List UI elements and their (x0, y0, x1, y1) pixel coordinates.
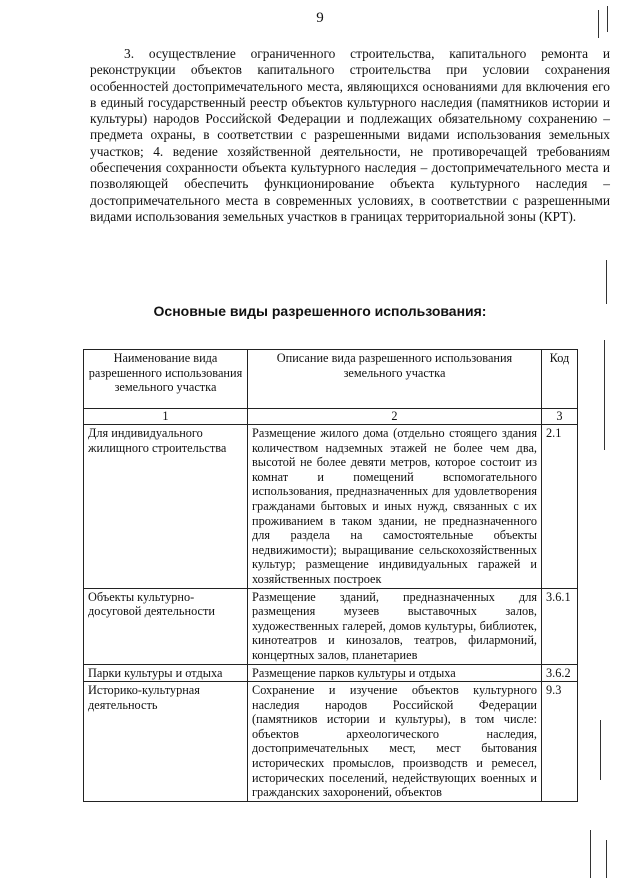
row-description: Размещение жилого дома (отдельно стоящего здания количеством надземных этажей не более чем два, высотой не более девяти метров, которое состоит из комнат и помещений вспомогательного использования, предназначенных для удовлетворения гражданами бытовых и иных нужд, связанных с их проживанием в таком здании, не предназначенного для раздела на самостоятельные объекты недвижимости); выращивание сельскохозяйственных культур; размещение индивидуальных гаражей и хозяйственных построек (248, 425, 542, 589)
row-code: 9.3 (542, 682, 578, 802)
table-row (84, 588, 578, 664)
scan-artifact (606, 260, 607, 304)
land-use-table (83, 349, 578, 802)
scan-artifact (606, 840, 607, 878)
column-number: 1 (84, 409, 248, 425)
table-row (84, 664, 578, 682)
column-number-row (84, 409, 578, 425)
scan-artifact (604, 340, 605, 450)
header-code: Код (542, 350, 578, 409)
table-header-row (84, 350, 578, 409)
intro-paragraph: 3. осуществление ограниченного строительства, капитального ремонта и реконструкции объектов капитального строительства при условии сохранения особенностей достопримечательного места, являющихся основаниями для включения его в единый государственный реестр объектов культурного наследия (памятников истории и культуры) народов Российской Федерации и подлежащих обязательному сохранению – предмета охраны, в соответствии с разрешенными видами использования земельных участков; 4. ведение хозяйственной деятельности, не противоречащей требованиям обеспечения сохранности объекта культурного наследия – достопримечательного места и позволяющей обеспечить функционирование объекта культурного наследия – достопримечательного места в современных условиях, в соответствии с разрешенными видами использования земельных участков в границах территориальной зоны (КРТ). (90, 46, 610, 224)
row-description: Сохранение и изучение объектов культурного наследия народов Российской Федерации (памятников истории и культуры), в том числе: объектов археологического наследия, достопримечательных мест, мест бытования исторических промыслов, производств и ремесел, исторических поселений, недействующих военных и гражданских захоронений, объектов (248, 682, 542, 802)
table-row (84, 425, 578, 589)
scan-artifact (598, 10, 599, 38)
row-name: Парки культуры и отдыха (84, 664, 248, 682)
header-description: Описание вида разрешенного использования земельного участка (248, 350, 542, 409)
section-heading: Основные виды разрешенного использования: (153, 303, 487, 319)
row-description: Размещение парков культуры и отдыха (248, 664, 542, 682)
scan-artifact (600, 720, 601, 780)
scan-artifact (607, 6, 608, 32)
column-number: 3 (542, 409, 578, 425)
header-name: Наименование вида разрешенного использования земельного участка (84, 350, 248, 409)
row-name: Для индивидуального жилищного строительства (84, 425, 248, 589)
row-code: 3.6.2 (542, 664, 578, 682)
scan-artifact (590, 830, 591, 878)
row-name: Историко-культурная деятельность (84, 682, 248, 802)
column-number: 2 (248, 409, 542, 425)
row-description: Размещение зданий, предназначенных для размещения музеев выставочных залов, художественных галерей, домов культуры, библиотек, кинотеатров и кинозалов, театров, филармоний, концертных залов, планетариев (248, 588, 542, 664)
row-code: 3.6.1 (542, 588, 578, 664)
table-row (84, 682, 578, 802)
row-name: Объекты культурно-досуговой деятельности (84, 588, 248, 664)
row-code: 2.1 (542, 425, 578, 589)
page-number: 9 (316, 10, 324, 26)
